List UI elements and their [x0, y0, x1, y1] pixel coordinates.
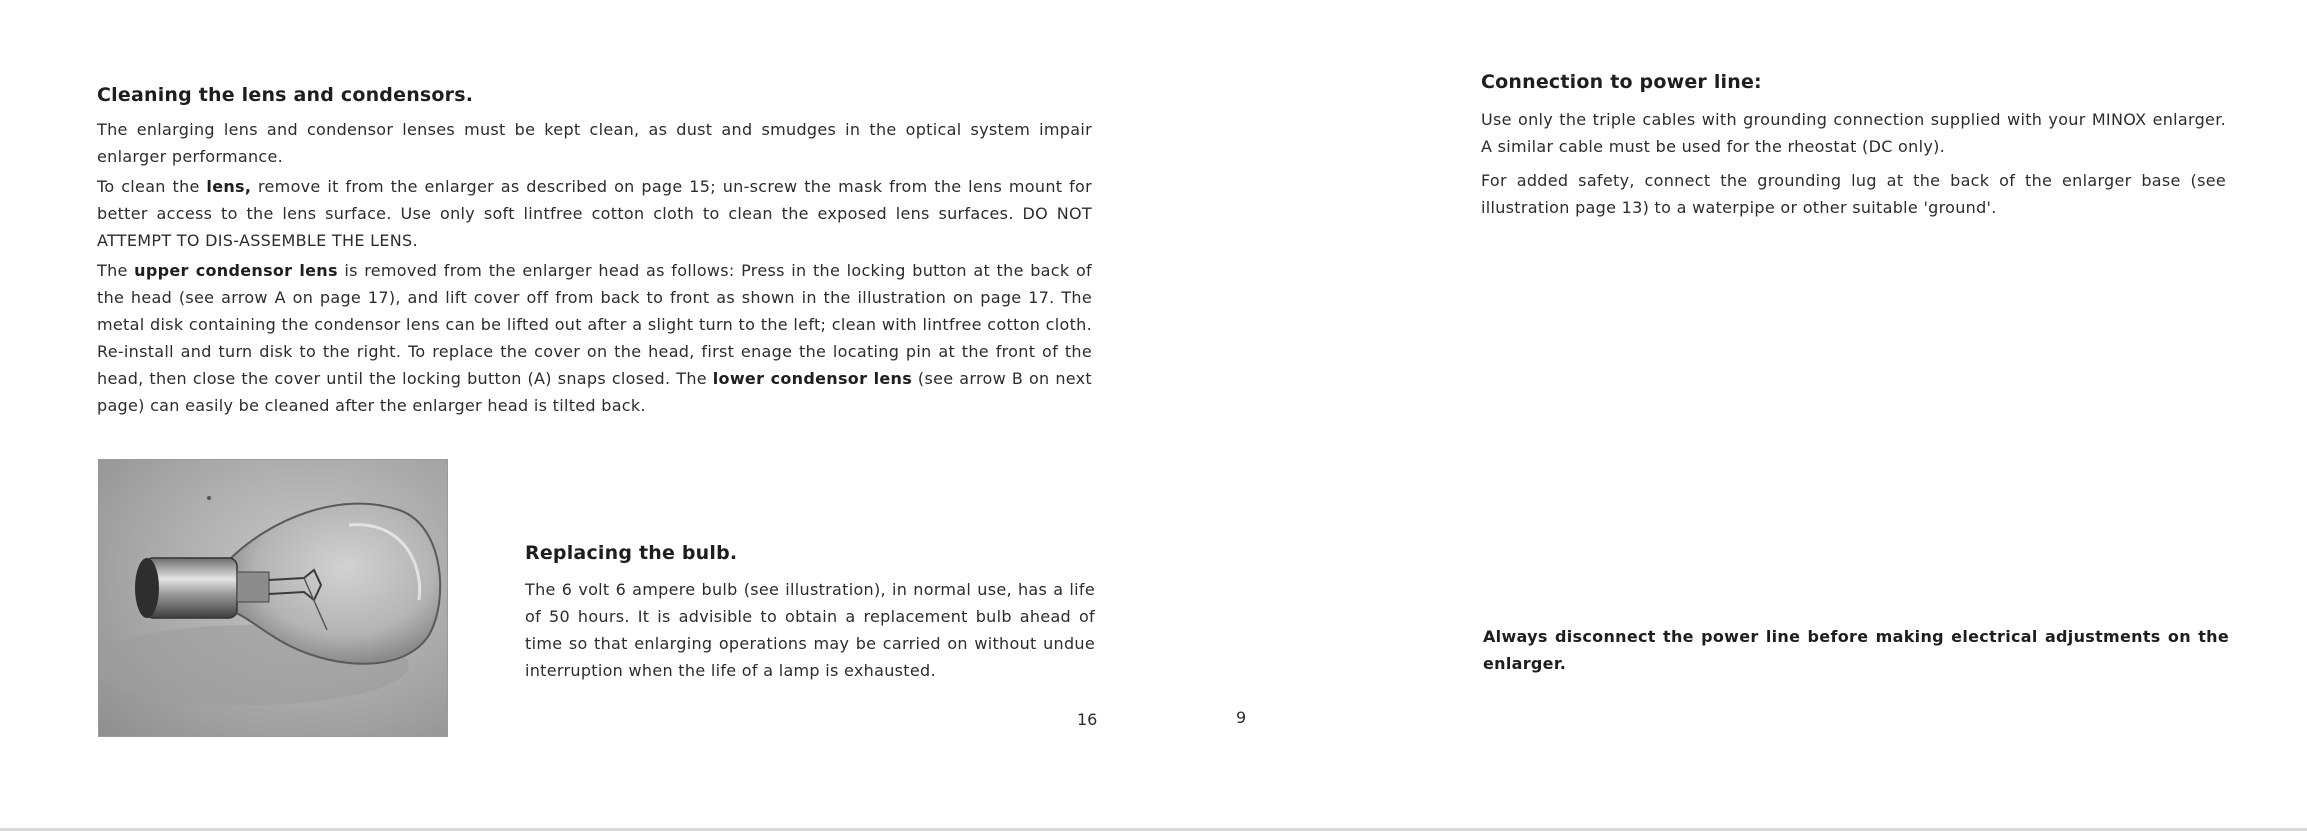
text-run: remove it from the enlarger as described on page 15; un-screw the mask from the lens mount for better access to the lens surface. Use only soft lintfree cotton cloth to clean the exposed lens surfaces. DO NOT ATTEMPT TO DIS-ASSEMBLE THE LENS. [97, 177, 1092, 250]
cleaning-heading: Cleaning the lens and condensors. [97, 84, 474, 106]
bold-term-lens: lens, [206, 177, 252, 196]
cleaning-paragraph-3 [97, 257, 1092, 419]
warning-note [1483, 623, 2229, 677]
left-page [0, 0, 1153, 831]
cleaning-paragraph-1: The enlarging lens and condensor lenses must be kept clean, as dust and smudges in the optical system impair enlarger performance. [97, 120, 1092, 166]
bulb-photo [98, 459, 448, 737]
text-run: is removed from the enlarger head as follows: Press in the locking button at the back of the head (see arrow A on page 17), and lift cover off from back to front as shown in the illustration on page 17. The metal disk containing the condensor lens can be lifted out after a slight turn to the left; clean with lintfree cotton cloth. Re-install and turn disk to the right. To replace the cover on the head, first enage the locating pin at the front of the head, then close the cover until the locking button (A) snaps closed. The [97, 261, 1092, 388]
warning-text: Always disconnect the power line before making electrical adjustments on the enlarger. [1483, 627, 2229, 673]
text-run: The [97, 261, 135, 280]
page-number-left: 16 [1077, 710, 1098, 729]
text-run: To clean the [97, 177, 207, 196]
bold-term-lower-condensor: lower condensor lens [712, 369, 913, 388]
bold-term-upper-condensor: upper condensor lens [134, 261, 338, 280]
power-section [1481, 106, 2226, 221]
bulb-illustration [99, 460, 447, 736]
text-run: (see arrow B on next page) can easily be cleaned after the enlarger head is tilted back. [97, 369, 1092, 415]
power-paragraph-2: For added safety, connect the grounding lug at the back of the enlarger base (see illustration page 13) to a waterpipe or other suitable 'ground'. [1481, 171, 2226, 217]
power-heading: Connection to power line: [1481, 71, 1762, 93]
power-paragraph-1: Use only the triple cables with grounding connection supplied with your MINOX enlarger. A similar cable must be used for the rheostat (DC only). [1481, 110, 2226, 156]
bulb-heading: Replacing the bulb. [525, 542, 738, 564]
page-number-right: 9 [1236, 708, 1247, 727]
bulb-section [525, 576, 1095, 684]
bulb-paragraph: The 6 volt 6 ampere bulb (see illustration), in normal use, has a life of 50 hours. It is advisible to obtain a replacement bulb ahead of time so that enlarging operations may be carried on without undue interruption when the life of a lamp is exhausted. [525, 580, 1095, 680]
cleaning-paragraph-2 [97, 173, 1092, 254]
cleaning-section [97, 116, 1092, 419]
